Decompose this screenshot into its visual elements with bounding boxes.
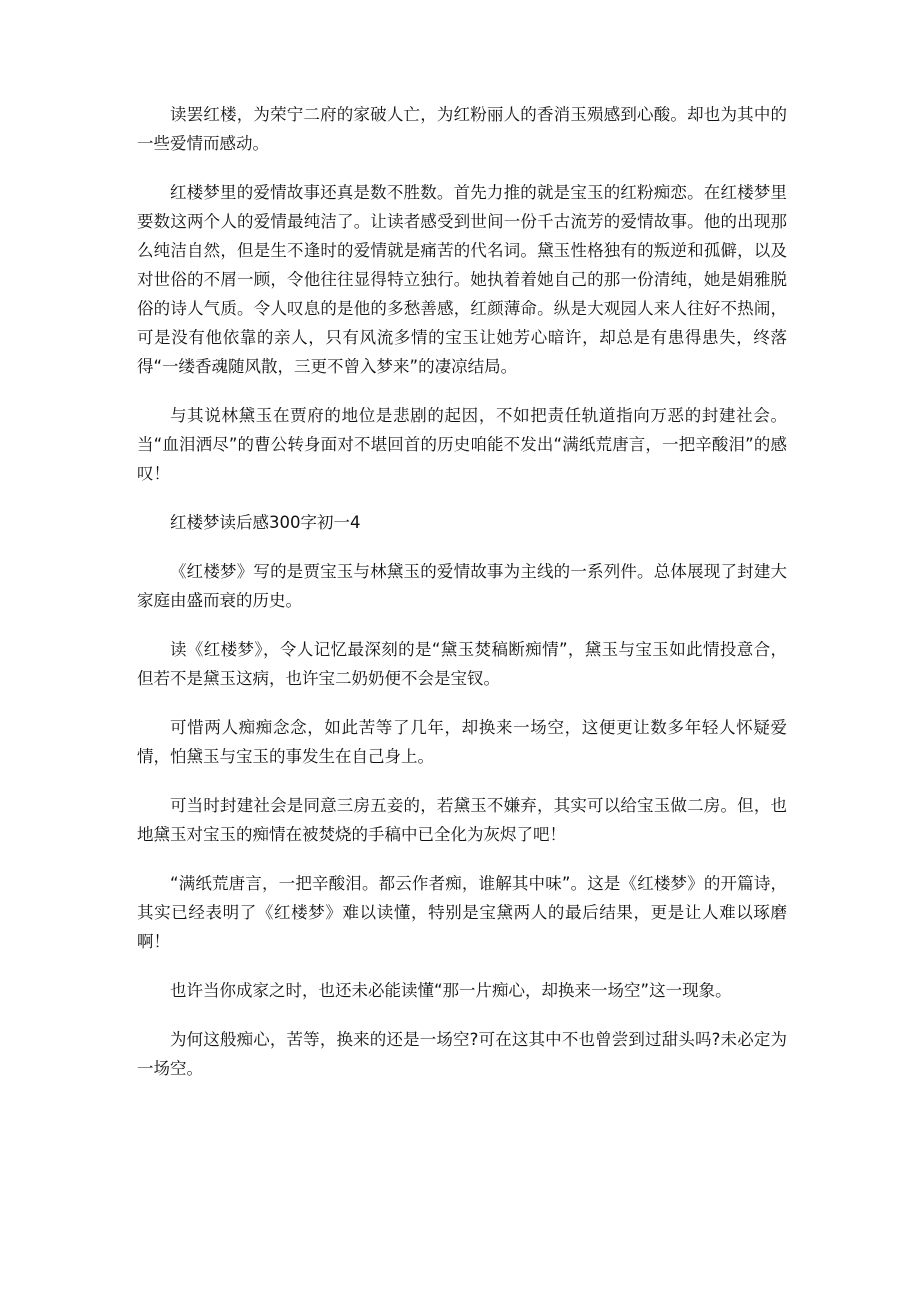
paragraph-2: 红楼梦里的爱情故事还真是数不胜数。首先力推的就是宝玉的红粉痴恋。在红楼梦里要数这两个人的爱情最纯洁了。让读者感受到世间一份千古流芳的爱情故事。他的出现那么纯洁自然，但是生不逢时的爱情就是痛苦的代名词。黛玉性格独有的叛逆和孤僻，以及对世俗的不屑一顾，令他往往显得特立独行。她执着着她自己的那一份清纯，她是娟雅脱俗的诗人气质。令人叹息的是他的多愁善感，红颜薄命。纵是大观园人来人往好不热闹，可是没有他依靠的亲人，只有风流多情的宝玉让她芳心暗许，却总是有患得患失，终落得“一缕香魂随风散，三更不曾入梦来”的凄凉结局。 — [137, 183, 787, 376]
section-paragraph-5: “满纸荒唐言，一把辛酸泪。都云作者痴，谁解其中味”。这是《红楼梦》的开篇诗，其实已经表明了《红楼梦》难以读懂，特别是宝黛两人的最后结果，更是让人难以琢磨啊！ — [137, 874, 787, 951]
paragraph-1: 读罢红楼，为荣宁二府的家破人亡，为红粉丽人的香消玉殒感到心酸。却也为其中的一些爱情而感动。 — [137, 105, 787, 153]
paragraph-3: 与其说林黛玉在贾府的地位是悲剧的起因，不如把责任轨道指向万恶的封建社会。当“血泪洒尽”的曹公转身面对不堪回首的历史咱能不发出“满纸荒唐言，一把辛酸泪”的感叹！ — [137, 406, 787, 483]
section-paragraph-3: 可惜两人痴痴念念，如此苦等了几年，却换来一场空，这便更让数多年轻人怀疑爱情，怕黛玉与宝玉的事发生在自己身上。 — [137, 718, 787, 766]
document-page — [137, 100, 787, 1103]
section-paragraph-1: 《红楼梦》写的是贾宝玉与林黛玉的爱情故事为主线的一系列件。总体展现了封建大家庭由盛而衰的历史。 — [137, 562, 787, 610]
section-paragraph-2: 读《红楼梦》，令人记忆最深刻的是“黛玉焚稿断痴情”，黛玉与宝玉如此情投意合，但若不是黛玉这病，也许宝二奶奶便不会是宝钗。 — [137, 640, 787, 688]
section-paragraph-4: 可当时封建社会是同意三房五妾的，若黛玉不嫌弃，其实可以给宝玉做二房。但，也地黛玉对宝玉的痴情在被焚烧的手稿中已全化为灰烬了吧！ — [137, 796, 787, 844]
section-title: 红楼梦读后感300字初一4 — [170, 513, 361, 532]
section-paragraph-6: 也许当你成家之时，也还未必能读懂“那一片痴心，却换来一场空”这一现象。 — [170, 981, 732, 1000]
section-paragraph-7: 为何这般痴心，苦等，换来的还是一场空?可在这其中不也曾尝到过甜头吗?未必定为一场空。 — [137, 1030, 787, 1078]
